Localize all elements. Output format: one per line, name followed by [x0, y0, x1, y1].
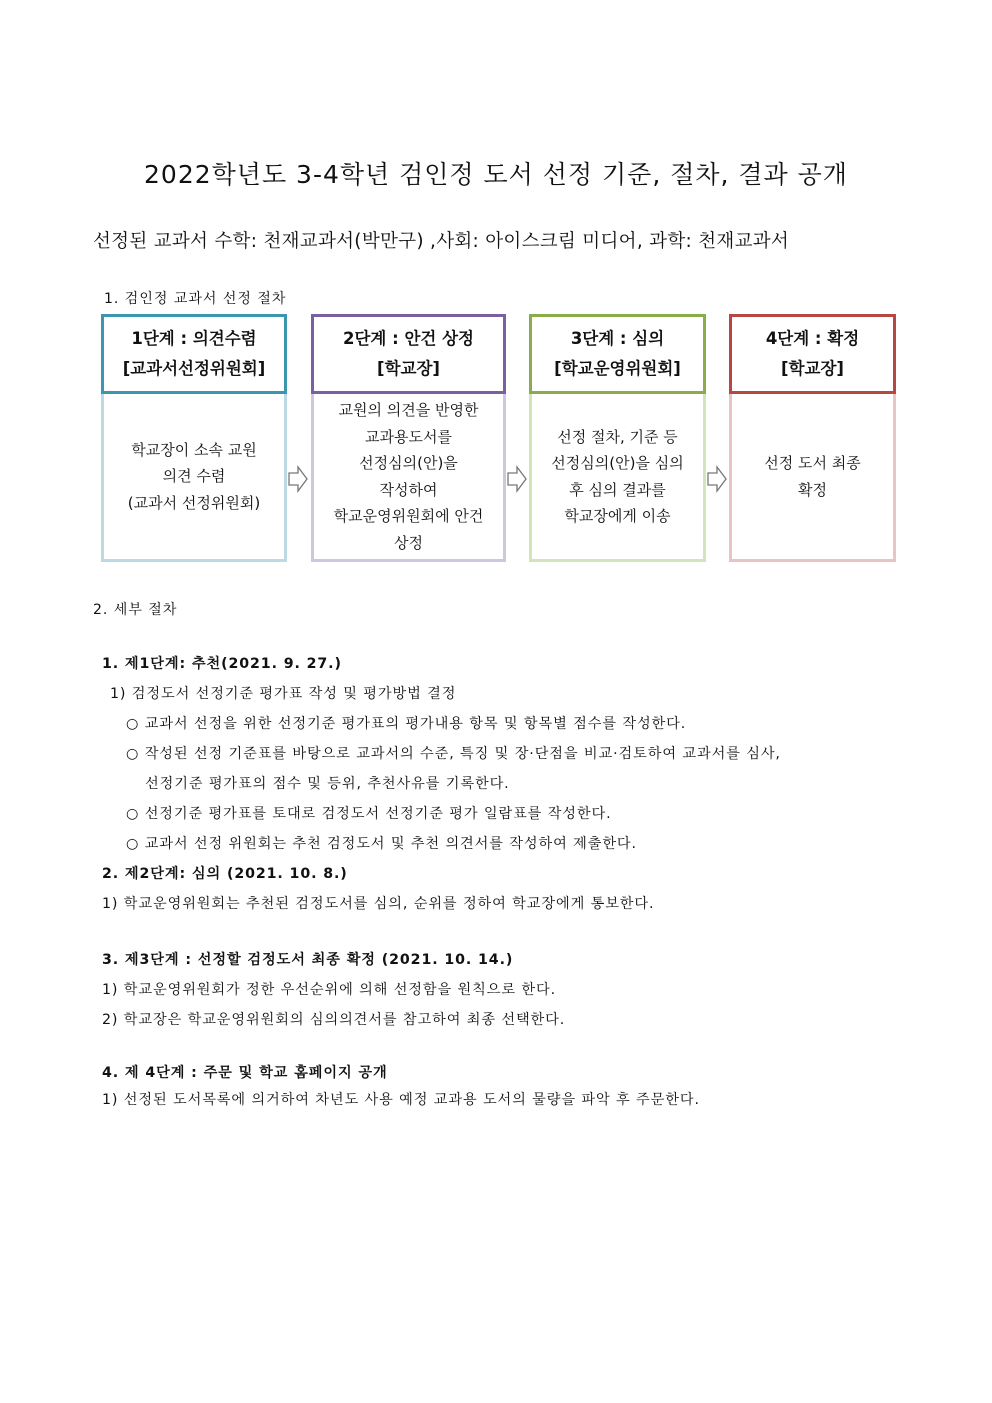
stage2-line-1: 1) 학교운영위원회는 추천된 검정도서를 심의, 순위를 정하여 학교장에게 통보한다.: [102, 896, 655, 912]
stage1-subitem: 1) 검정도서 선정기준 평가표 작성 및 평가방법 결정: [110, 686, 457, 702]
step-4-box: [729, 314, 896, 562]
step-2-header: [311, 314, 506, 394]
step-3-description: 선정 절차, 기준 등 선정심의(안)을 심의 후 심의 결과를 학교장에게 이송: [551, 427, 684, 525]
stage1-bullet-2-cont: 선정기준 평가표의 점수 및 등위, 추천사유를 기록한다.: [145, 776, 510, 792]
step-3-header: [529, 314, 706, 394]
selected-textbooks: 선정된 교과서 수학: 천재교과서(박만구) ,사회: 아이스크림 미디어, 과학: 천재교과서: [93, 231, 790, 252]
step-3-body: [529, 394, 706, 562]
step-3-box: [529, 314, 706, 562]
stage4-line-1: 1) 선정된 도서목록에 의거하여 차년도 사용 예정 교과용 도서의 물량을 파악 후 주문한다.: [102, 1092, 700, 1108]
stage1-title: 1. 제1단계: 추천(2021. 9. 27.): [102, 656, 342, 672]
stage3-line-1: 1) 학교운영위원회가 정한 우선순위에 의해 선정함을 원칙으로 한다.: [102, 982, 556, 998]
step-1-body: [101, 394, 287, 562]
stage3-title: 3. 제3단계 : 선정할 검정도서 최종 확정 (2021. 10. 14.): [102, 952, 514, 968]
step-2-org: [학교장]: [377, 359, 440, 378]
step-4-title: 4단계 : 확정: [765, 329, 860, 348]
step-1-org: [교과서선정위원회]: [122, 359, 266, 378]
step-2-description: 교원의 의견을 반영한 교과용도서를 선정심의(안)을 작성하여 학교운영위원회에 안건 상정: [333, 401, 484, 552]
step-1-box: [101, 314, 287, 562]
stage3-line-2: 2) 학교장은 학교운영위원회의 심의의견서를 참고하여 최종 선택한다.: [102, 1012, 566, 1028]
step-1-description: 학교장이 소속 교원 의견 수렴 (교과서 선정위원회): [127, 440, 261, 512]
step-1-title: 1단계 : 의견수렴: [131, 329, 257, 348]
right-arrow-icon: [506, 464, 528, 494]
stage4-title: 4. 제 4단계 : 주문 및 학교 홈페이지 공개: [102, 1065, 388, 1081]
step-1-header: [101, 314, 287, 394]
step-2-body: [311, 394, 506, 562]
procedure-flowchart: [0, 314, 992, 564]
stage1-bullet-2: ○ 작성된 선정 기준표를 바탕으로 교과서의 수준, 특징 및 장·단점을 비교·검토하여 교과서를 심사,: [126, 746, 781, 762]
stage2-title: 2. 제2단계: 심의 (2021. 10. 8.): [102, 866, 348, 882]
stage1-bullet-1: ○ 교과서 선정을 위한 선정기준 평가표의 평가내용 항목 및 항목별 점수를 작성한다.: [126, 716, 687, 732]
stage1-bullet-3: ○ 선정기준 평가표를 토대로 검정도서 선정기준 평가 일람표를 작성한다.: [126, 806, 612, 822]
right-arrow-icon: [706, 464, 728, 494]
step-4-description: 선정 도서 최종 확정: [764, 454, 861, 499]
document-title: 2022학년도 3-4학년 검인정 도서 선정 기준, 절차, 결과 공개: [144, 160, 848, 189]
step-3-org: [학교운영위원회]: [554, 359, 681, 378]
step-3-title: 3단계 : 심의: [570, 329, 665, 348]
step-2-box: [311, 314, 506, 562]
right-arrow-icon: [287, 464, 309, 494]
step-4-body: [729, 394, 896, 562]
step-2-title: 2단계 : 안건 상정: [343, 329, 474, 348]
stage1-bullet-4: ○ 교과서 선정 위원회는 추천 검정도서 및 추천 의견서를 작성하여 제출한다.: [126, 836, 637, 852]
section2-heading: 2. 세부 절차: [93, 602, 178, 618]
step-4-org: [학교장]: [781, 359, 844, 378]
step-4-header: [729, 314, 896, 394]
section1-heading: 1. 검인정 교과서 선정 절차: [104, 291, 287, 307]
